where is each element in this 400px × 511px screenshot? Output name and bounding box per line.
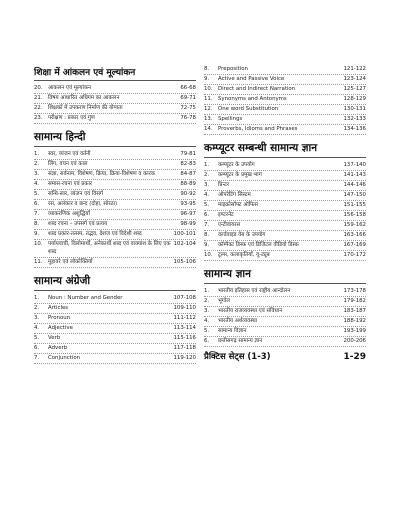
chapter-number: 9. [204, 242, 210, 248]
chapter-number: 8. [34, 221, 40, 228]
page-range: 119-120 [173, 354, 196, 361]
practice-sets-pages: 1-29 [343, 352, 366, 363]
chapter-title: भूगोल [218, 298, 230, 305]
contents-row [34, 94, 196, 104]
chapter-number: 20. [34, 85, 43, 91]
chapter-title: Direct and Indirect Narration [218, 86, 296, 92]
section-heading: सामान्य अंग्रेजी [34, 274, 196, 291]
chapter-number: 1. [204, 162, 210, 168]
contents-row [204, 171, 366, 181]
page-range: 98-99 [180, 221, 196, 228]
chapter-number: 14. [204, 126, 213, 132]
chapter-number: 3. [34, 314, 40, 321]
chapter-title: Noun : Number and Gender [48, 294, 123, 301]
chapter-number: 11. [204, 96, 213, 102]
chapter-number: 10. [34, 241, 43, 248]
page-range: 90-92 [180, 191, 196, 198]
chapter-number: 9. [34, 231, 40, 238]
contents-row [204, 201, 366, 211]
page-range: 193-199 [343, 328, 366, 335]
chapter-title: इण्टरनेट [218, 212, 234, 218]
chapter-title: समास-रचना एवं प्रकार [48, 181, 93, 188]
chapter-title: कॉम्पैक्ट डिस्क एवं डिजिटल वीडियो डिस्क [218, 242, 299, 248]
page-range: 107-108 [173, 294, 196, 301]
chapter-title: टूल्स, कलाकृतियाँ, यू-ट्यूब [218, 252, 270, 259]
page-range: 132-133 [343, 116, 366, 122]
chapter-title: शब्द रचना – उपसर्ग एवं प्रत्यय [48, 221, 108, 228]
chapter-title: लिंग, वचन एवं काल [48, 161, 88, 167]
page-range: 200-206 [343, 338, 366, 345]
page-range: 179-182 [343, 298, 366, 305]
chapter-number: 1. [34, 151, 40, 157]
chapter-title: एन्टीवायरस [218, 222, 241, 228]
chapter-title: भारतीय अर्थव्यवस्था [218, 318, 258, 325]
contents-row [34, 344, 196, 354]
page-range: 82-83 [180, 161, 196, 167]
contents-row [204, 241, 366, 251]
chapter-title: व्याकरणिक अशुद्धियाँ [48, 211, 90, 218]
page-range: 188-192 [343, 318, 366, 325]
contents-row [204, 327, 366, 337]
chapter-title: सन्धि-स्वर, व्यंजन एवं विसर्ग [48, 191, 103, 198]
page-range: 121-122 [343, 66, 366, 72]
contents-row [204, 85, 366, 95]
page-range: 151-155 [343, 202, 366, 208]
page-range: 137-140 [343, 162, 366, 168]
chapter-title: भारतीय राजव्यवस्था एवं संविधान [218, 308, 283, 315]
chapter-title: कम्प्यूटर के उपयोग [218, 162, 255, 168]
chapter-number: 6. [204, 212, 210, 218]
page-range: 72-75 [180, 105, 196, 111]
chapter-title: Adjective [48, 324, 73, 331]
chapter-title: Conjunction [48, 354, 81, 361]
chapter-number: 4. [204, 192, 210, 198]
contents-row [204, 337, 366, 347]
contents-row [204, 317, 366, 327]
chapter-title: परीक्षण : प्रकार एवं गुण [48, 115, 95, 121]
chapter-number: 22. [34, 105, 43, 111]
chapter-title: माइक्रोसॉफ्ट ऑफिस [218, 202, 258, 208]
chapter-number: 4. [34, 324, 40, 331]
contents-row [204, 221, 366, 231]
contents-row [34, 314, 196, 324]
contents-row [34, 150, 196, 160]
page-range: 79-81 [180, 151, 196, 157]
chapter-title: मुहावरे एवं लोकोक्तियाँ [48, 258, 93, 265]
chapter-title: भारतीय इतिहास एवं राष्ट्रीय आन्दोलन [218, 288, 291, 295]
chapter-title: पर्यायवाची, विलोमार्थी, अनेकार्थी शब्द एवं वाक्यांश के लिए एक शब्द [48, 241, 171, 255]
practice-sets-label: प्रैक्टिस सेट्स (1-3) [204, 352, 271, 363]
chapter-number: 2. [204, 298, 210, 305]
page-range: 115-116 [173, 334, 196, 341]
chapter-title: रस, अलंकार व छन्द (दोहा, सोरठा) [48, 201, 118, 208]
contents-row [34, 104, 196, 114]
contents-row [34, 160, 196, 170]
contents-row [34, 190, 196, 200]
page-range: 88-89 [180, 181, 196, 188]
chapter-number: 7. [34, 211, 40, 218]
contents-row [204, 115, 366, 125]
contents-row [34, 220, 196, 230]
chapter-number: 4. [204, 318, 210, 325]
contents-row [204, 231, 366, 241]
contents-row [34, 240, 196, 257]
contents-row [34, 294, 196, 304]
contents-row [204, 297, 366, 307]
chapter-number: 10. [204, 86, 213, 92]
page-range: 105-106 [173, 258, 196, 265]
page-range: 130-131 [343, 106, 366, 112]
chapter-number: 5. [204, 328, 210, 335]
page-range: 183-187 [343, 308, 366, 315]
page-range: 111-112 [173, 314, 196, 321]
page-range: 167-169 [343, 242, 366, 248]
page-range: 144-146 [343, 182, 366, 188]
chapter-title: विषय आधारित अधिगम का आकलन [48, 95, 120, 101]
page-range: 134-136 [343, 126, 366, 132]
page-range: 109-110 [173, 304, 196, 311]
chapter-number: 5. [204, 202, 210, 208]
chapter-title: वर्ल्डवाइड वेब के उपयोग [218, 232, 266, 238]
chapter-title: आकलन एवं मूल्यांकन [48, 85, 92, 91]
contents-row [34, 230, 196, 240]
page-range: 123-124 [343, 76, 366, 82]
page-range: 159-162 [343, 222, 366, 228]
chapter-number: 2. [34, 161, 40, 167]
contents-right-column [204, 65, 366, 362]
chapter-title: Verb [48, 334, 61, 341]
chapter-number: 6. [34, 344, 40, 351]
page-range: 125-127 [343, 86, 366, 92]
contents-row [204, 181, 366, 191]
chapter-number: 21. [34, 95, 43, 101]
page-range: 147-150 [343, 192, 366, 198]
contents-row [34, 180, 196, 190]
chapter-title: Spellings [218, 116, 243, 122]
chapter-number: 10. [204, 252, 213, 259]
contents-row [204, 251, 366, 261]
chapter-number: 7. [204, 222, 210, 228]
contents-left-column [34, 65, 196, 364]
chapter-title: Pronoun [48, 314, 71, 321]
contents-row [34, 210, 196, 220]
contents-row [204, 125, 366, 135]
chapter-number: 5. [34, 191, 40, 198]
page-range: 163-166 [343, 232, 366, 238]
chapter-title: Synonyms and Antonyms [218, 96, 287, 102]
page-range: 66-68 [180, 85, 196, 91]
contents-row [204, 161, 366, 171]
chapter-title: One word Substitution [218, 106, 279, 112]
page-range: 93-95 [180, 201, 196, 208]
chapter-number: 3. [34, 171, 40, 177]
contents-row [204, 105, 366, 115]
chapter-title: ऑपरेटिंग सिस्टम [218, 192, 251, 198]
chapter-number: 9. [204, 76, 210, 82]
contents-row [34, 324, 196, 334]
chapter-number: 3. [204, 308, 210, 315]
page-range: 76-78 [180, 115, 196, 121]
page-range: 100-101 [173, 231, 196, 238]
contents-row [204, 75, 366, 85]
page-range: 173-178 [343, 288, 366, 295]
section-heading: कम्प्यूटर सम्बन्धी सामान्य ज्ञान [204, 141, 366, 158]
chapter-title: सामान्य विज्ञान [218, 328, 247, 335]
chapter-number: 3. [204, 182, 210, 188]
chapter-number: 13. [204, 116, 213, 122]
contents-row [204, 191, 366, 201]
contents-row [204, 287, 366, 297]
chapter-number: 2. [34, 304, 40, 311]
contents-row [34, 170, 196, 180]
contents-row [204, 211, 366, 221]
chapter-number: 12. [204, 106, 213, 112]
chapter-title: Adverb [48, 344, 68, 351]
chapter-title: शिक्षकों में उपकरण निर्माण की योग्यता [48, 105, 123, 111]
chapter-number: 8. [204, 232, 210, 238]
chapter-number: 1. [34, 294, 40, 301]
chapter-title: छत्तीसगढ़ सामान्य ज्ञान [218, 338, 263, 345]
page-range: 113-114 [173, 324, 196, 331]
page-range: 141-143 [343, 172, 366, 178]
chapter-title: Articles [48, 304, 69, 311]
contents-row [34, 200, 196, 210]
chapter-title: संज्ञा, सर्वनाम, विशेषण, क्रिया, क्रिया-विशेषण व कारक [48, 171, 155, 177]
chapter-number: 8. [204, 66, 210, 72]
page-range: 117-118 [173, 344, 196, 351]
chapter-number: 23. [34, 115, 43, 121]
page-range: 69-71 [180, 95, 196, 101]
section-heading: शिक्षा में आंकलन एवं मूल्यांकन [34, 65, 196, 81]
contents-row [34, 258, 196, 268]
page-range: 96-97 [180, 211, 196, 218]
chapter-title: स्वर, व्यंजन एवं वर्तनी [48, 151, 91, 157]
page-range: 84-87 [180, 171, 196, 177]
chapter-title: Preposition [218, 66, 248, 72]
contents-row [34, 334, 196, 344]
chapter-title: Proverbs, Idioms and Phrases [218, 126, 298, 132]
chapter-number: 6. [204, 338, 210, 345]
section-heading: सामान्य ज्ञान [204, 267, 366, 284]
chapter-number: 11. [34, 258, 43, 265]
chapter-number: 2. [204, 172, 210, 178]
chapter-number: 5. [34, 334, 40, 341]
chapter-number: 4. [34, 181, 40, 188]
section-heading: सामान्य हिन्दी [34, 130, 196, 147]
chapter-number: 7. [34, 354, 40, 361]
contents-row [204, 95, 366, 105]
page-range: 170-172 [343, 252, 366, 259]
practice-sets-entry [204, 351, 366, 362]
contents-row [34, 114, 196, 124]
chapter-title: शब्द प्रकार-तत्सम, तद्भव, देशज एवं विदेशी शब्द [48, 231, 142, 238]
chapter-number: 6. [34, 201, 40, 208]
chapter-title: प्रिन्टर [218, 182, 230, 188]
page-range: 156-158 [343, 212, 366, 218]
contents-row [34, 354, 196, 364]
contents-row [204, 307, 366, 317]
chapter-title: कम्प्यूटर के प्रमुख भाग [218, 172, 262, 178]
page-range: 128-129 [343, 96, 366, 102]
contents-row [204, 65, 366, 75]
page-range: 102-104 [173, 241, 196, 248]
contents-row [34, 84, 196, 94]
contents-row [34, 304, 196, 314]
chapter-number: 1. [204, 288, 210, 295]
chapter-title: Active and Passive Voice [218, 76, 285, 82]
